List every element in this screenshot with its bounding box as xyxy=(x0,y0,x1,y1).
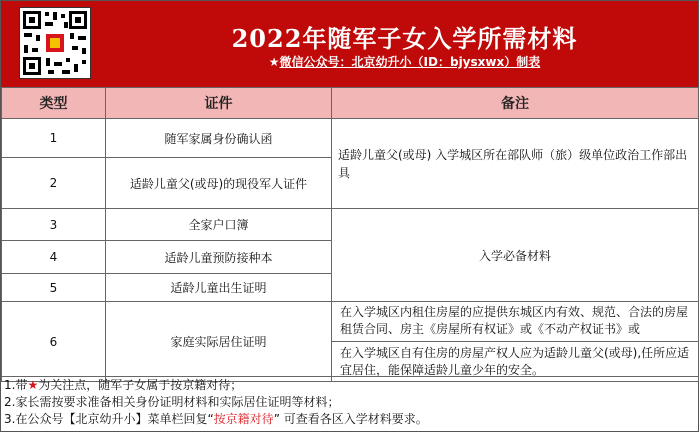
remark-owned-housing: 在入学城区自有住房的房屋产权人应为适龄儿童父(或母),任所应适宜居住，能保障适龄儿童少年的安全。 xyxy=(340,346,690,377)
document-name: 全家户口簿 xyxy=(106,209,332,241)
qr-code-icon xyxy=(19,7,91,79)
row-number: 5 xyxy=(2,274,106,302)
materials-table xyxy=(1,87,699,382)
document-name: 适龄儿童出生证明 xyxy=(106,274,332,302)
page-title: 2022年随军子女入学所需材料 xyxy=(231,24,578,53)
page-subtitle xyxy=(111,53,698,70)
note-line-2: 2.家长需按要求准备相关身份证明材料和实际居住证明等材料； xyxy=(4,395,340,409)
table-header-row xyxy=(2,88,699,119)
star-icon: ★ xyxy=(27,378,39,392)
table-row xyxy=(2,302,699,382)
row-number: 6 xyxy=(2,302,106,382)
remark-cell xyxy=(332,302,699,382)
remark-cell: 适龄儿童父(或母) 入学城区所在部队师（旅）级单位政治工作部出具 xyxy=(332,119,699,209)
note-text: 1.带 xyxy=(4,378,28,392)
row-number: 4 xyxy=(2,241,106,274)
document-name: 家庭实际居住证明 xyxy=(106,302,332,382)
row-number: 1 xyxy=(2,119,106,158)
keyword-highlight: 按京籍对待 xyxy=(213,412,274,426)
remark-rented-housing: 在入学城区内租住房屋的应提供东城区内有效、规范、合法的房屋租赁合同、房主《房屋所有权证》或《不动产权证书》或 xyxy=(332,302,698,342)
note-text: 为关注点，随军子女属于按京籍对待； xyxy=(38,378,243,392)
row-number: 3 xyxy=(2,209,106,241)
table-row xyxy=(2,209,699,241)
subtitle-text: 微信公众号：北京幼升小（ID：bjysxwx）制表 xyxy=(279,55,541,69)
document-name: 随军家属身份确认函 xyxy=(106,119,332,158)
remark-cell: 入学必备材料 xyxy=(332,209,699,302)
document-name: 适龄儿童预防接种本 xyxy=(106,241,332,274)
table-row xyxy=(2,119,699,158)
column-header-document: 证件 xyxy=(106,88,332,119)
row-number: 2 xyxy=(2,158,106,209)
column-header-type: 类型 xyxy=(2,88,106,119)
note-text: ” 可查看各区入学材料要求。 xyxy=(273,412,428,426)
header-banner xyxy=(1,1,698,87)
document-name: 适龄儿童父(或母)的现役军人证件 xyxy=(106,158,332,209)
note-line-1 xyxy=(1,377,698,394)
column-header-remarks: 备注 xyxy=(332,88,699,119)
footer-notes xyxy=(1,376,698,432)
note-line-3 xyxy=(1,411,698,428)
star-icon: ★ xyxy=(268,55,280,69)
note-text: 3.在公众号【北京幼升小】菜单栏回复“ xyxy=(4,412,214,426)
